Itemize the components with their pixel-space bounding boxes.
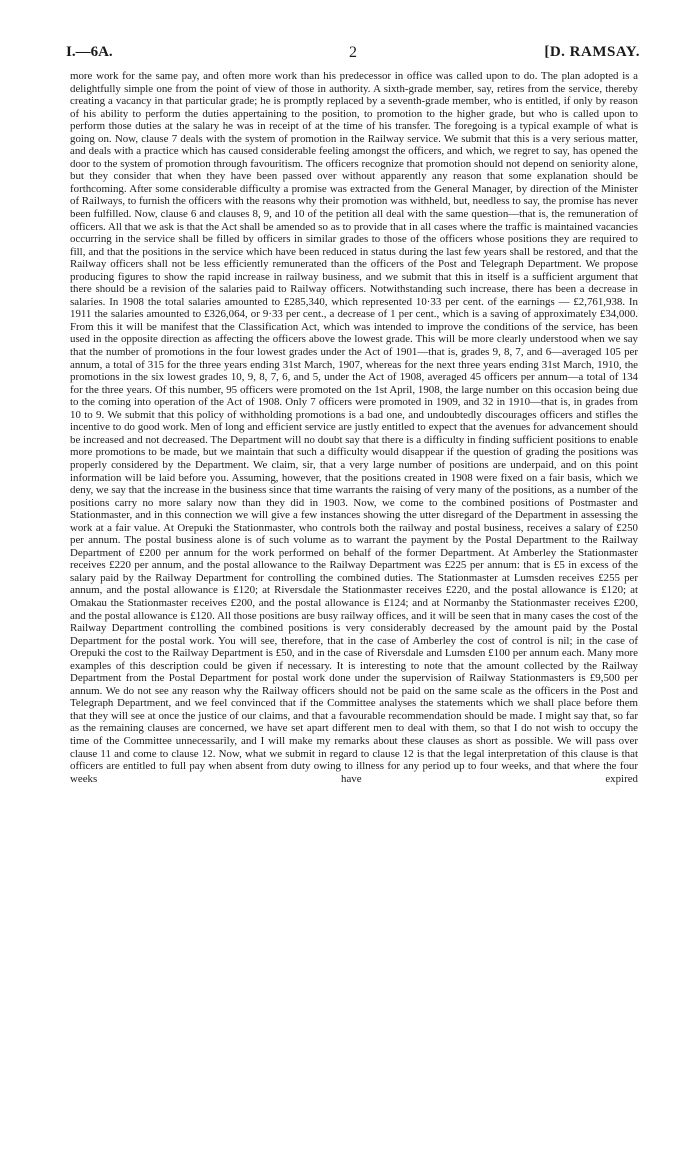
page-number: 2 (349, 44, 357, 61)
speaker-name: [D. RAMSAY. (544, 44, 640, 60)
page-header (66, 44, 640, 66)
paper-reference: I.—6A. (66, 44, 113, 60)
body-paragraph: more work for the same pay, and often more work than his predecessor in office was called upon to do. The plan adopted is a delightfully simple one from the point of view of those in authority. A sixth-grade member, say, retires from the service, thereby creating a vacancy in that particular grade; he is promptly replaced by a seventh-grade member, who is entitled, if only by reason of his ability to perform the duties appertaining to the position, to promotion to the higher grade, but who is called upon to perform those duties at the salary he was in receipt of at the time of his transfer. The foregoing is a typical example of what is going on. Now, clause 7 deals with the system of promotion in the Railway service. We submit that this is a very serious matter, and deals with a practice which has caused considerable feeling amongst the officers, and which, we regret to say, has opened the door to the system of promotion through favouritism. The officers recognize that promotion should not depend on seniority alone, but they consider that when they have been passed over without apparently any reason that some explanation should be forthcoming. After some considerable difficulty a promise was extracted from the General Manager, by direction of the Minister of Railways, to furnish the officers with the reasons why their promotion was withheld, but, needless to say, the promise has never been fulfilled. Now, clause 6 and clauses 8, 9, and 10 of the petition all deal with the same question—that is, the remuneration of officers. All that we ask is that the Act shall be amended so as to provide that in all cases where the traffic is maintained vacancies occurring in the service shall be filled by officers in similar grades to those of the officers whose positions they are required to fill, and that the positions in the service which have been reduced in status during the last few years shall be restored, and that the Railway officers shall not be less efficiently remunerated than the officers of the Post and Telegraph Department. We propose producing figures to show the rapid increase in railway business, and we submit that this in itself is a sufficient argument that there should be a revision of the salaries paid to Railway officers. Notwithstanding such increase, there has been a decrease in salaries. In 1908 the total salaries amounted to £285,340, which represented 10·33 per cent. of the earnings — £2,761,938. In 1911 the salaries amounted to £326,064, or 9·33 per cent., a decrease of 1 per cent., which is a saving of approximately £34,000. From this it will be manifest that the Classification Act, which was intended to improve the conditions of the service, has been used in the opposite direction as affecting the officers above the lowest grade. This will be more clearly understood when we say that the number of promotions in the four lowest grades under the Act of 1901—that is, grades 9, 8, 7, and 6—averaged 105 per annum, a total of 315 for the three years ending 31st March, 1907, whereas for the next three years ending 31st March, 1910, the promotions in the six lowest grades 10, 9, 8, 7, 6, and 5, under the Act of 1908, averaged 45 officers per annum—a total of 134 for the three years. Of this number, 95 officers were promoted on the 1st April, 1908, the large number on this occasion being due to the coming into operation of the Act of 1908. Only 7 officers were promoted in 1909, and 32 in 1910—that is, in grades from 10 to 9. We submit that this policy of withholding promotions is a bad one, and undoubtedly discourages officers and stifles the incentive to do good work. Men of long and efficient service are justly entitled to expect that the avenues for advancement should be increased and not decreased. The Department will no doubt say that there is a difficulty in finding sufficient positions to enable more promotions to be made, but we maintain that such a difficulty would disappear if the question of grading the positions was properly considered by the Department. We claim, sir, that a very large number of positions are underpaid, and on this point information will be laid before you. Assuming, however, that the positions created in 1908 were fixed on a fair basis, which we deny, we say that the increase in the business since that time warrants the raising of very many of the positions, as a number of the positions carry no more salary now than they did in 1903. Now, we come to the combined positions of Postmaster and Stationmaster, and in this connection we will give a few instances showing the utter disregard of the Department in assessing the work at a fair value. At Orepuki the Stationmaster, who controls both the railway and postal business, receives a salary of £250 per annum. The postal business alone is of such volume as to warrant the payment by the Postal Department to the Railway Department of £200 per annum for the work performed on behalf of the former Department. At Amberley the Stationmaster receives £220 per annum, and the postal allowance to the Railway Department was £225 per annum: that is £5 in excess of the salary paid by the Railway Department for controlling the combined duties. The Stationmaster at Lumsden receives £255 per annum, and the postal allowance is £120; at Riversdale the Stationmaster receives £220, and the postal allowance is £120; at Omakau the Stationmaster receives £200, and the postal allowance is £124; and at Normanby the Stationmaster receives £200, and the postal allowance is £120. All those positions are busy railway offices, and it will be seen that in many cases the cost of the Railway Department controlling the combined positions is very considerably decreased by the amount paid by the Postal Department for the postal work. You will see, therefore, that in the case of Amberley the cost of control is nil; in the case of Orepuki the cost to the Railway Department is £50, and in the case of Riversdale and Lumsden £100 per annum each. Many more examples of this description could be given if necessary. It is interesting to note that the amount collected by the Railway Department from the Postal Department for postal work done under the supervision of Railway Stationmasters is £9,500 per annum. We do not see any reason why the Railway officers should not be paid on the same scale as the officers in the Post and Telegraph Department, and we feel convinced that if the Committee analyses the statements which we shall place before them that they will see at once the justice of our claims, and that a favourable recommendation should be made. I might say that, so far as the remaining clauses are concerned, we have set apart different men to deal with them, so that I do not wish to occupy the time of the Committee unnecessarily, and I will make my remarks about these clauses as short as possible. We will pass over clause 11 and come to clause 12. Now, what we submit in regard to clause 12 is that the legal interpretation of this clause is that officers are entitled to full pay when absent from duty owing to illness for any period up to four weeks, and that where the four weeks have expired (70, 70, 639, 785)
